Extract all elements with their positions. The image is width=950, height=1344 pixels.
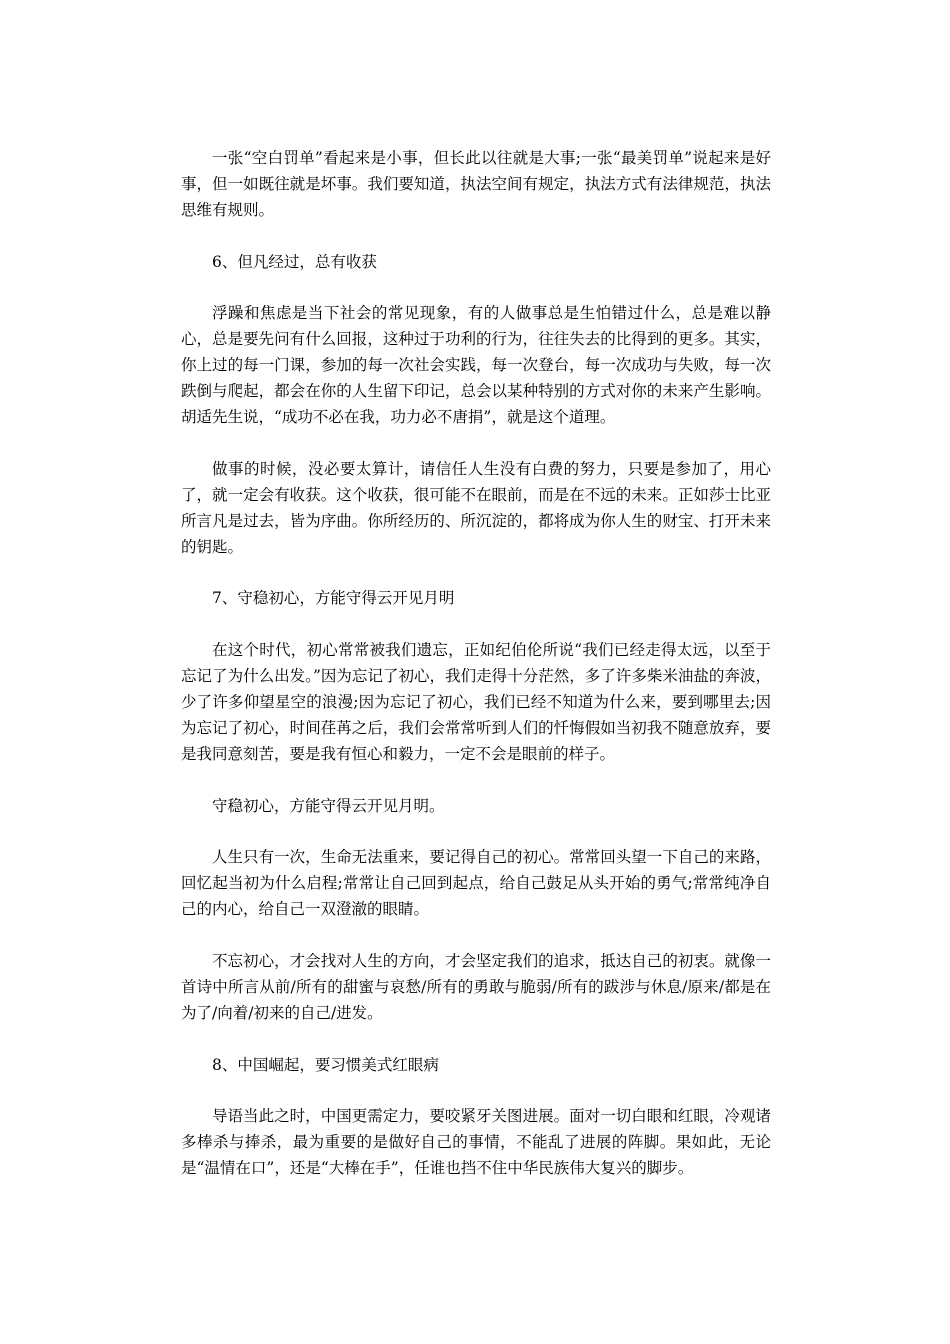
heading-section-8: 8、中国崛起，要习惯美式红眼病 [212,1055,439,1074]
paragraph-life-once: 人生只有一次，生命无法重来，要记得自己的初心。常常回头望一下自己的来路，回忆起当初为什么启程;常常让自己回到起点，给自己鼓足从头开始的勇气;常常纯净自己的内心，给自己一双澄澈的眼睛。 [181,848,771,919]
paragraph-keep-heart: 守稳初心，方能守得云开见月明。 [212,796,445,815]
paragraph-china-rise: 导语当此之时，中国更需定力，要咬紧牙关图进展。面对一切白眼和红眼，冷观诸多棒杀与捧杀，最为重要的是做好自己的事情，不能乱了进展的阵脚。果如此，无论是“温情在口”，还是“大棒在手”，任谁也挡不住中华民族伟大复兴的脚步。 [181,1107,771,1178]
document-body [181,146,771,1182]
paragraph-effort: 做事的时候，没必要太算计，请信任人生没有白费的努力，只要是参加了，用心了，就一定会有收获。这个收获，很可能不在眼前，而是在不远的未来。正如莎士比亚所言凡是过去，皆为序曲。你所经历的、所沉淀的，都将成为你人生的财宝、打开未来的钥匙。 [181,459,771,556]
heading-section-6: 6、但凡经过，总有收获 [212,252,377,271]
heading-section-7: 7、守稳初心，方能守得云开见月明 [212,589,455,608]
paragraph-forgotten-heart: 在这个时代，初心常常被我们遗忘，正如纪伯伦所说“我们已经走得太远，以至于忘记了为什么出发。”因为忘记了初心，我们走得十分茫然，多了许多柴米油盐的奔波，少了许多仰望星空的浪漫;因为忘记了初心，我们已经不知道为什么来，要到哪里去;因为忘记了初心，时间荏苒之后，我们会常常听到人们的忏悔假如当初我不随意放弃，要是我同意刻苦，要是我有恒心和毅力，一定不会是眼前的样子。 [181,641,771,763]
paragraph-fines: 一张“空白罚单”看起来是小事，但长此以往就是大事;一张“最美罚单”说起来是好事，但一如既往就是坏事。我们要知道，执法空间有规定，执法方式有法律规范，执法思维有规则。 [181,149,771,219]
paragraph-impatience: 浮躁和焦虑是当下社会的常见现象，有的人做事总是生怕错过什么，总是难以静心，总是要先问有什么回报，这种过于功利的行为，往往失去的比得到的更多。其实，你上过的每一门课，参加的每一次社会实践，每一次登台，每一次成功与失败，每一次跌倒与爬起，都会在你的人生留下印记，总会以某种特别的方式对你的未来产生影响。胡适先生说，“成功不必在我，功力必不唐捐”，就是这个道理。 [181,304,771,427]
paragraph-poem: 不忘初心，才会找对人生的方向，才会坚定我们的追求，抵达自己的初衷。就像一首诗中所言从前/所有的甜蜜与哀愁/所有的勇敢与脆弱/所有的跋涉与休息/原来/都是在为了/向着/初来的自己/进发。 [181,951,771,1022]
